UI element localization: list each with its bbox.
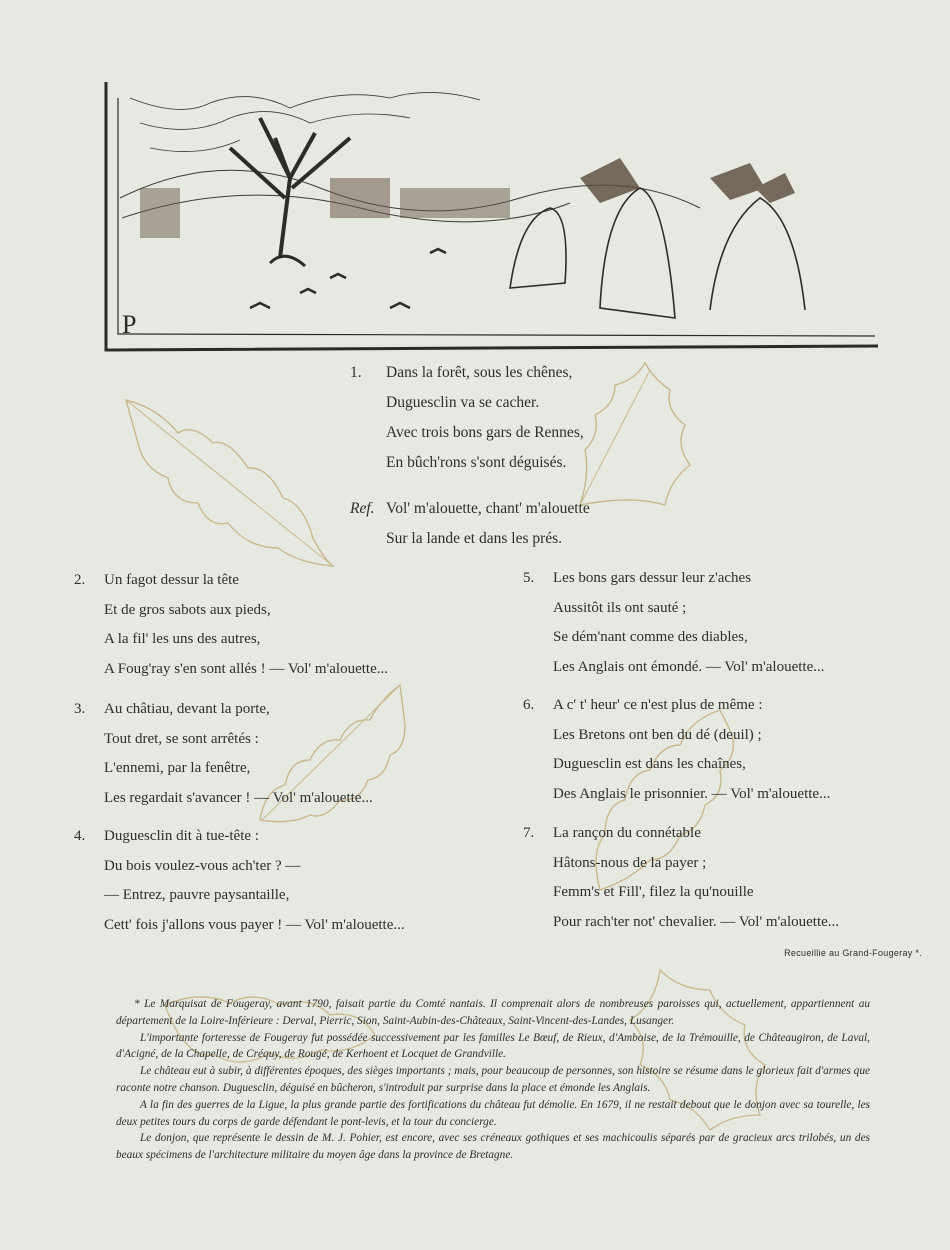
verse-line: Du bois voulez-vous ach'ter ? — (104, 857, 301, 874)
forest-scene-drawing (100, 78, 880, 353)
verse-line: Les bons gars dessur leur z'aches (553, 570, 752, 586)
verse-line: Les Bretons ont ben du dé (deuil) ; (553, 726, 762, 743)
verse-line: Duguesclin dit à tue-tête : (104, 828, 259, 844)
verse-line: Avec trois bons gars de Rennes, (386, 424, 584, 441)
verse-number: 7. (523, 825, 535, 841)
verse-line: Un fagot dessur la tête (104, 572, 239, 588)
verse-number: 2. (74, 572, 86, 588)
verse-number: 4. (74, 828, 86, 844)
footnote-paragraph: L'importante forteresse de Fougeray fut possédée successivement par les familles Le Bœuf, de Rieux, d'Amboise, de la Trémouille, de Châteaugiron, de Laval, d'Acigné, de la Chapelle, de Créquy, de Rougé, de Kerhoent et Locquet de Grandville. (116, 1031, 870, 1061)
verse-line: A c' t' heur' ce n'est plus de même : (553, 697, 763, 713)
illustrator-monogram: P (122, 310, 137, 339)
woodcut-illustration (100, 78, 880, 353)
verse-line: Au châtiau, devant la porte, (104, 701, 270, 717)
verse-line: Dans la forêt, sous les chênes, (386, 364, 573, 381)
verse-5 (523, 564, 825, 682)
verse-line: Duguesclin est dans les chaînes, (553, 756, 746, 772)
refrain-tag: Ref. (350, 500, 375, 517)
refrain-line: Sur la lande et dans les prés. (386, 530, 563, 547)
footnote-paragraph: * Le Marquisat de Fougeray, avant 1790, faisait partie du Comté nantais. Il comprenait alors de nombreuses paroisses qui, actuellement, appartiennent au département de la Loire-Inférieure : Derval, Pierric, Sion, Saint-Aubin-des-Châteaux, Saint-Vincent-des-Landes, Lusanger. (116, 998, 870, 1027)
refrain (350, 494, 590, 554)
verse-number: 3. (74, 701, 86, 717)
oak-leaf-icon (118, 388, 338, 573)
source-note: Recueillie au Grand-Fougeray *. (784, 948, 922, 958)
refrain-line: Vol' m'alouette, chant' m'alouette (386, 500, 590, 517)
verse-line: La rançon du connétable (553, 825, 701, 841)
verse-line: Cett' fois j'allons vous payer ! — Vol' m'alouette... (104, 916, 405, 933)
verse-line: Les regardait s'avancer ! — Vol' m'alouette... (104, 789, 373, 806)
verse-line: A la fil' les uns des autres, (104, 631, 261, 647)
verse-number: 5. (523, 570, 535, 586)
verse-line: A Foug'ray s'en sont allés ! — Vol' m'alouette... (104, 660, 388, 677)
verse-2 (74, 566, 388, 684)
verse-line: Et de gros sabots aux pieds, (104, 601, 271, 618)
verse-line: Duguesclin va se cacher. (386, 394, 540, 411)
verse-7 (523, 819, 839, 937)
verse-line: Des Anglais le prisonnier. — Vol' m'alouette... (553, 785, 831, 802)
verse-line: Hâtons-nous de la payer ; (553, 854, 707, 871)
footnote-paragraph: Le château eut à subir, à différentes époques, des sièges importants ; mais, pour beaucoup de personnes, son histoire se résume dans le glorieux fait d'armes que raconte notre chanson. Duguesclin, déguisé en bûcheron, s'introduit par surprise dans la place et émonde les Anglais. (116, 1065, 870, 1094)
footnote-paragraph: A la fin des guerres de la Ligue, la plus grande partie des fortifications du château fut démolie. En 1679, il ne restait debout que le donjon avec sa tourelle, les deux petites tours du corps de garde défendant le pont-levis, et la tour du concierge. (116, 1098, 870, 1128)
verse-line: Tout dret, se sont arrêtés : (104, 730, 259, 747)
verse-4 (74, 822, 405, 940)
footnote-paragraph: Le donjon, que représente le dessin de M. J. Pohier, est encore, avec ses créneaux gothiques et ses machicoulis séparés par de gracieux arcs trilobés, un des beaux spécimens de l'architecture militaire du moyen âge dans la province de Bretagne. (116, 1132, 870, 1162)
verse-line: Aussitôt ils ont sauté ; (553, 599, 687, 616)
verse-line: L'ennemi, par la fenêtre, (104, 760, 251, 776)
verse-line: Se dém'nant comme des diables, (553, 629, 748, 645)
verse-6 (523, 691, 830, 809)
verse-1 (350, 358, 584, 478)
verse-line: Les Anglais ont émondé. — Vol' m'alouette... (553, 658, 825, 675)
verse-line: Pour rach'ter not' chevalier. — Vol' m'alouette... (553, 913, 840, 930)
verse-3 (74, 695, 373, 813)
verse-number: 6. (523, 697, 535, 713)
oak-leaf-icon (570, 355, 700, 515)
footnotes (116, 996, 870, 1164)
verse-line: En bûch'rons s'sont déguisés. (386, 454, 567, 471)
verse-number: 1. (350, 364, 362, 381)
verse-line: Femm's et Fill', filez la qu'nouille (553, 884, 754, 900)
verse-line: — Entrez, pauvre paysantaille, (104, 887, 290, 903)
